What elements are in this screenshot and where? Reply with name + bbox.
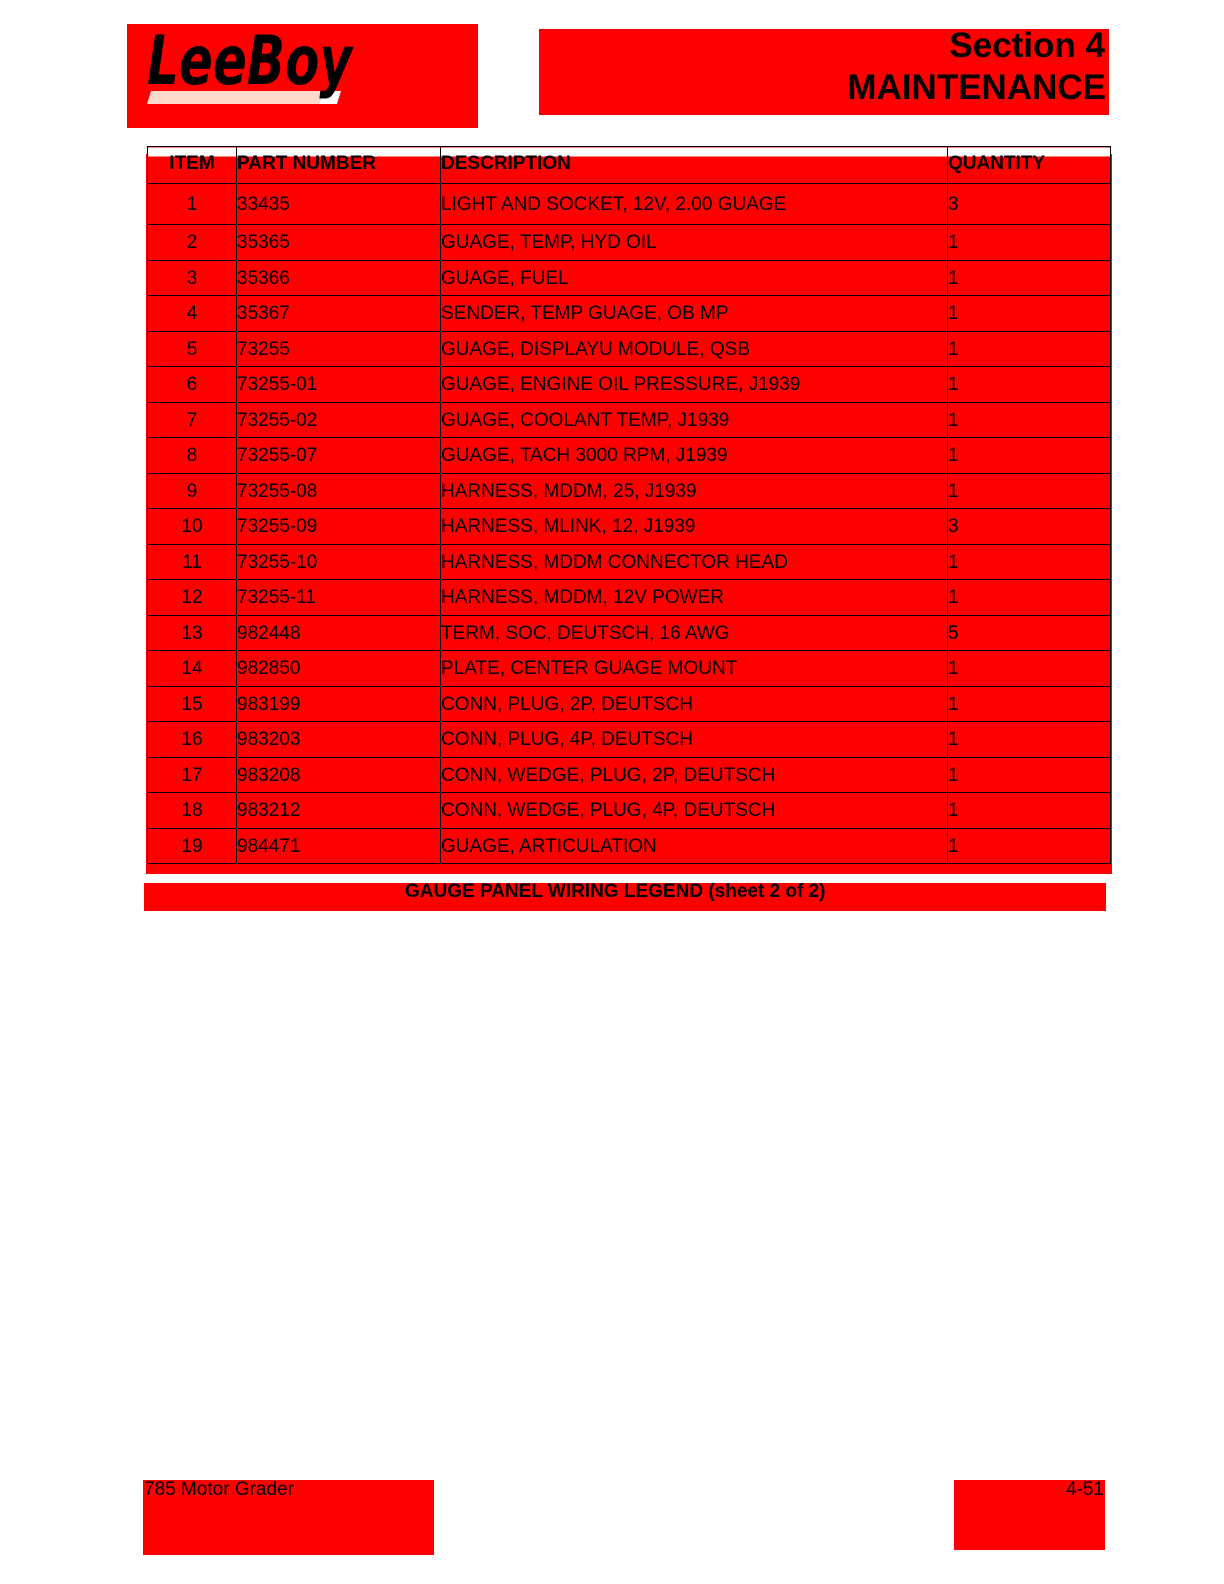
cell-part-number: 983212 — [237, 793, 441, 829]
cell-part-number: 73255-01 — [237, 367, 441, 403]
cell-description: LIGHT AND SOCKET, 12V, 2.00 GUAGE — [441, 184, 948, 225]
table-row — [148, 367, 1111, 403]
cell-part-number: 983199 — [237, 686, 441, 722]
cell-item: 7 — [148, 402, 237, 438]
cell-description: CONN, PLUG, 4P, DEUTSCH — [441, 722, 948, 758]
table-caption-bar — [144, 883, 1106, 911]
cell-description: GUAGE, DISPLAYU MODULE, QSB — [441, 331, 948, 367]
footer-left-box — [143, 1480, 434, 1555]
table-row — [148, 686, 1111, 722]
column-header-description: DESCRIPTION — [441, 147, 948, 184]
cell-quantity: 1 — [948, 331, 1111, 367]
column-header-quantity: QUANTITY — [948, 147, 1111, 184]
table-row — [148, 651, 1111, 687]
cell-part-number: 982850 — [237, 651, 441, 687]
cell-item: 15 — [148, 686, 237, 722]
column-header-part-number: PART NUMBER — [237, 147, 441, 184]
cell-quantity: 3 — [948, 184, 1111, 225]
cell-description: CONN, WEDGE, PLUG, 2P, DEUTSCH — [441, 757, 948, 793]
cell-part-number: 35365 — [237, 225, 441, 261]
cell-description: GUAGE, FUEL — [441, 260, 948, 296]
table-row — [148, 402, 1111, 438]
cell-part-number: 73255 — [237, 331, 441, 367]
column-header-item: ITEM — [148, 147, 237, 184]
cell-part-number: 983203 — [237, 722, 441, 758]
footer-page-number: 4-51 — [1065, 1479, 1104, 1500]
cell-quantity: 1 — [948, 722, 1111, 758]
cell-quantity: 1 — [948, 473, 1111, 509]
footer-right-box — [954, 1480, 1105, 1550]
cell-quantity: 3 — [948, 509, 1111, 545]
brand-logo-panel — [127, 24, 478, 128]
cell-item: 4 — [148, 296, 237, 332]
parts-table-body — [148, 184, 1111, 864]
cell-item: 5 — [148, 331, 237, 367]
table-row — [148, 260, 1111, 296]
cell-item: 14 — [148, 651, 237, 687]
cell-description: GUAGE, TACH 3000 RPM, J1939 — [441, 438, 948, 474]
table-row — [148, 331, 1111, 367]
table-row — [148, 828, 1111, 864]
cell-quantity: 1 — [948, 828, 1111, 864]
cell-quantity: 1 — [948, 757, 1111, 793]
parts-table — [147, 146, 1111, 864]
cell-part-number: 984471 — [237, 828, 441, 864]
table-row — [148, 225, 1111, 261]
cell-part-number: 33435 — [237, 184, 441, 225]
cell-description: HARNESS, MDDM, 12V POWER — [441, 580, 948, 616]
cell-item: 12 — [148, 580, 237, 616]
leeboy-logo — [127, 24, 478, 128]
cell-item: 18 — [148, 793, 237, 829]
table-row — [148, 615, 1111, 651]
cell-part-number: 983208 — [237, 757, 441, 793]
cell-quantity: 1 — [948, 225, 1111, 261]
cell-item: 3 — [148, 260, 237, 296]
cell-quantity: 1 — [948, 651, 1111, 687]
cell-item: 1 — [148, 184, 237, 225]
cell-part-number: 982448 — [237, 615, 441, 651]
cell-description: HARNESS, MDDM, 25, J1939 — [441, 473, 948, 509]
cell-quantity: 1 — [948, 686, 1111, 722]
footer-model-name: 785 Motor Grader — [144, 1479, 294, 1500]
cell-part-number: 73255-10 — [237, 544, 441, 580]
cell-description: SENDER, TEMP GUAGE, OB MP — [441, 296, 948, 332]
cell-quantity: 1 — [948, 367, 1111, 403]
table-row — [148, 580, 1111, 616]
table-row — [148, 544, 1111, 580]
table-row — [148, 722, 1111, 758]
cell-item: 11 — [148, 544, 237, 580]
cell-description: GUAGE, COOLANT TEMP, J1939 — [441, 402, 948, 438]
section-title: MAINTENANCE — [847, 68, 1106, 107]
section-header — [539, 26, 1109, 115]
cell-item: 8 — [148, 438, 237, 474]
cell-description: GUAGE, ARTICULATION — [441, 828, 948, 864]
cell-item: 10 — [148, 509, 237, 545]
table-row — [148, 793, 1111, 829]
table-row — [148, 757, 1111, 793]
cell-part-number: 73255-11 — [237, 580, 441, 616]
cell-item: 19 — [148, 828, 237, 864]
table-caption: GAUGE PANEL WIRING LEGEND (sheet 2 of 2) — [405, 881, 826, 902]
cell-part-number: 73255-02 — [237, 402, 441, 438]
cell-item: 17 — [148, 757, 237, 793]
cell-description: CONN, WEDGE, PLUG, 4P, DEUTSCH — [441, 793, 948, 829]
table-row — [148, 438, 1111, 474]
cell-item: 2 — [148, 225, 237, 261]
table-row — [148, 184, 1111, 225]
cell-item: 13 — [148, 615, 237, 651]
cell-quantity: 1 — [948, 544, 1111, 580]
table-header-row — [148, 147, 1111, 184]
cell-quantity: 1 — [948, 402, 1111, 438]
cell-description: TERM, SOC, DEUTSCH, 16 AWG — [441, 615, 948, 651]
cell-quantity: 1 — [948, 793, 1111, 829]
cell-quantity: 5 — [948, 615, 1111, 651]
cell-quantity: 1 — [948, 296, 1111, 332]
section-label: Section 4 — [949, 26, 1105, 65]
cell-item: 16 — [148, 722, 237, 758]
cell-part-number: 73255-09 — [237, 509, 441, 545]
cell-item: 9 — [148, 473, 237, 509]
cell-part-number: 35366 — [237, 260, 441, 296]
cell-quantity: 1 — [948, 438, 1111, 474]
cell-quantity: 1 — [948, 260, 1111, 296]
cell-description: CONN, PLUG, 2P, DEUTSCH — [441, 686, 948, 722]
cell-description: PLATE, CENTER GUAGE MOUNT — [441, 651, 948, 687]
cell-description: GUAGE, ENGINE OIL PRESSURE, J1939 — [441, 367, 948, 403]
cell-quantity: 1 — [948, 580, 1111, 616]
cell-part-number: 73255-07 — [237, 438, 441, 474]
cell-item: 6 — [148, 367, 237, 403]
cell-description: GUAGE, TEMP, HYD OIL — [441, 225, 948, 261]
cell-description: HARNESS, MDDM CONNECTOR HEAD — [441, 544, 948, 580]
table-row — [148, 296, 1111, 332]
cell-part-number: 35367 — [237, 296, 441, 332]
table-row — [148, 509, 1111, 545]
cell-description: HARNESS, MLINK, 12, J1939 — [441, 509, 948, 545]
table-row — [148, 473, 1111, 509]
logo-wordmark: LeeBoy — [147, 24, 354, 101]
cell-part-number: 73255-08 — [237, 473, 441, 509]
